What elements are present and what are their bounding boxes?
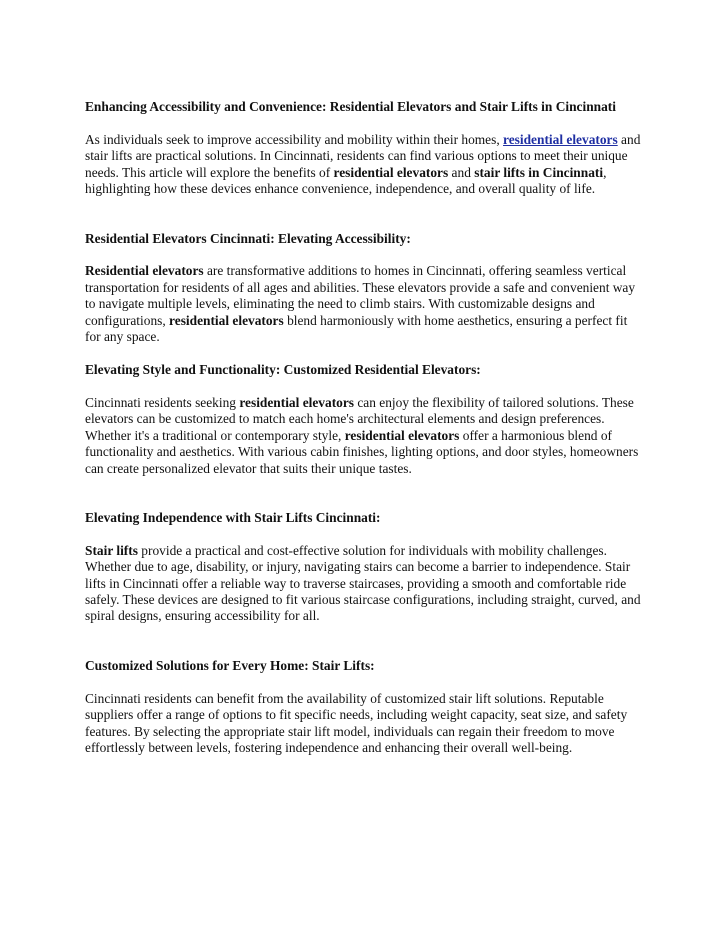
section-heading: Residential Elevators Cincinnati: Elevating Accessibility: [85,230,411,246]
spacer [85,247,645,264]
text: can enjoy the flexibility of tailored solutions. These elevators can be customized to match each home's architectural elements and design preferences. Whether it's a traditional or contemporary style, [85,394,634,443]
spacer [85,115,645,132]
text: are transformative additions to homes in Cincinnati, offering seamless vertical transportation for residents of all ages and abilities. These elevators provide a safe and convenient way to navigate multiple levels, eliminating the need to climb stairs. With customizable designs and configurations, [85,263,636,328]
spacer [85,526,645,543]
section-paragraph [85,263,645,345]
text: and stair lifts are practical solutions. In Cincinnati, residents can find various options to meet their unique needs. This article will explore the benefits of [85,131,641,180]
section-paragraph [85,543,645,625]
article-body [85,99,645,756]
bold-text: Stair lifts [85,542,138,558]
bold-text: residential elevators [239,394,355,410]
text: , highlighting how these devices enhance convenience, independence, and overall quality of life. [85,164,607,197]
text: As individuals seek to improve accessibility and mobility within their homes, [85,131,504,147]
bold-text: Residential elevators [85,263,204,279]
text: Cincinnati residents seeking [85,394,240,410]
section-paragraph: Cincinnati residents can benefit from the availability of customized stair lift solutions. Reputable suppliers offer a range of options to fit specific needs, including weight capacity, seat size, and safety features. By selecting the appropriate stair lift model, individuals can regain their freedom to move effortlessly between levels, fostering independence and enhancing their overall well-being. [85,690,628,755]
bold-text: stair lifts in Cincinnati [474,164,604,180]
spacer [85,378,645,395]
article-title: Enhancing Accessibility and Convenience: Residential Elevators and Stair Lifts in Cincinnati [85,99,616,114]
section-heading: Elevating Independence with Stair Lifts Cincinnati: [85,509,381,525]
spacer [85,198,645,231]
intro-paragraph [85,132,645,198]
section-heading: Elevating Style and Functionality: Customized Residential Elevators: [85,361,481,377]
text: offer a harmonious blend of functionality and aesthetics. With various cabin finishes, lighting options, and door styles, homeowners can create personalized elevator that suits their unique tastes. [85,427,639,476]
bold-text: residential elevators [344,427,460,443]
section-heading: Customized Solutions for Every Home: Stair Lifts: [85,657,375,673]
spacer [85,477,645,510]
text: provide a practical and cost-effective solution for individuals with mobility challenges. Whether due to age, disability, or injury, navigating stairs can become a barrier to independence. Stair lifts in Cincinnati offer a reliable way to traverse staircases, providing a smooth and comfortable ride safely. These devices are designed to fit various staircase configurations, including straight, curved, and spiral designs, ensuring accessibility for all. [85,542,641,624]
spacer [85,674,645,691]
residential-elevators-link[interactable]: residential elevators [503,131,618,147]
bold-text: residential elevators [169,312,284,328]
spacer [85,345,645,362]
text: blend harmoniously with home aesthetics, ensuring a perfect fit for any space. [85,312,628,345]
text: and [448,164,475,180]
bold-text: residential elevators [333,164,449,180]
spacer [85,625,645,658]
section-paragraph [85,395,645,477]
